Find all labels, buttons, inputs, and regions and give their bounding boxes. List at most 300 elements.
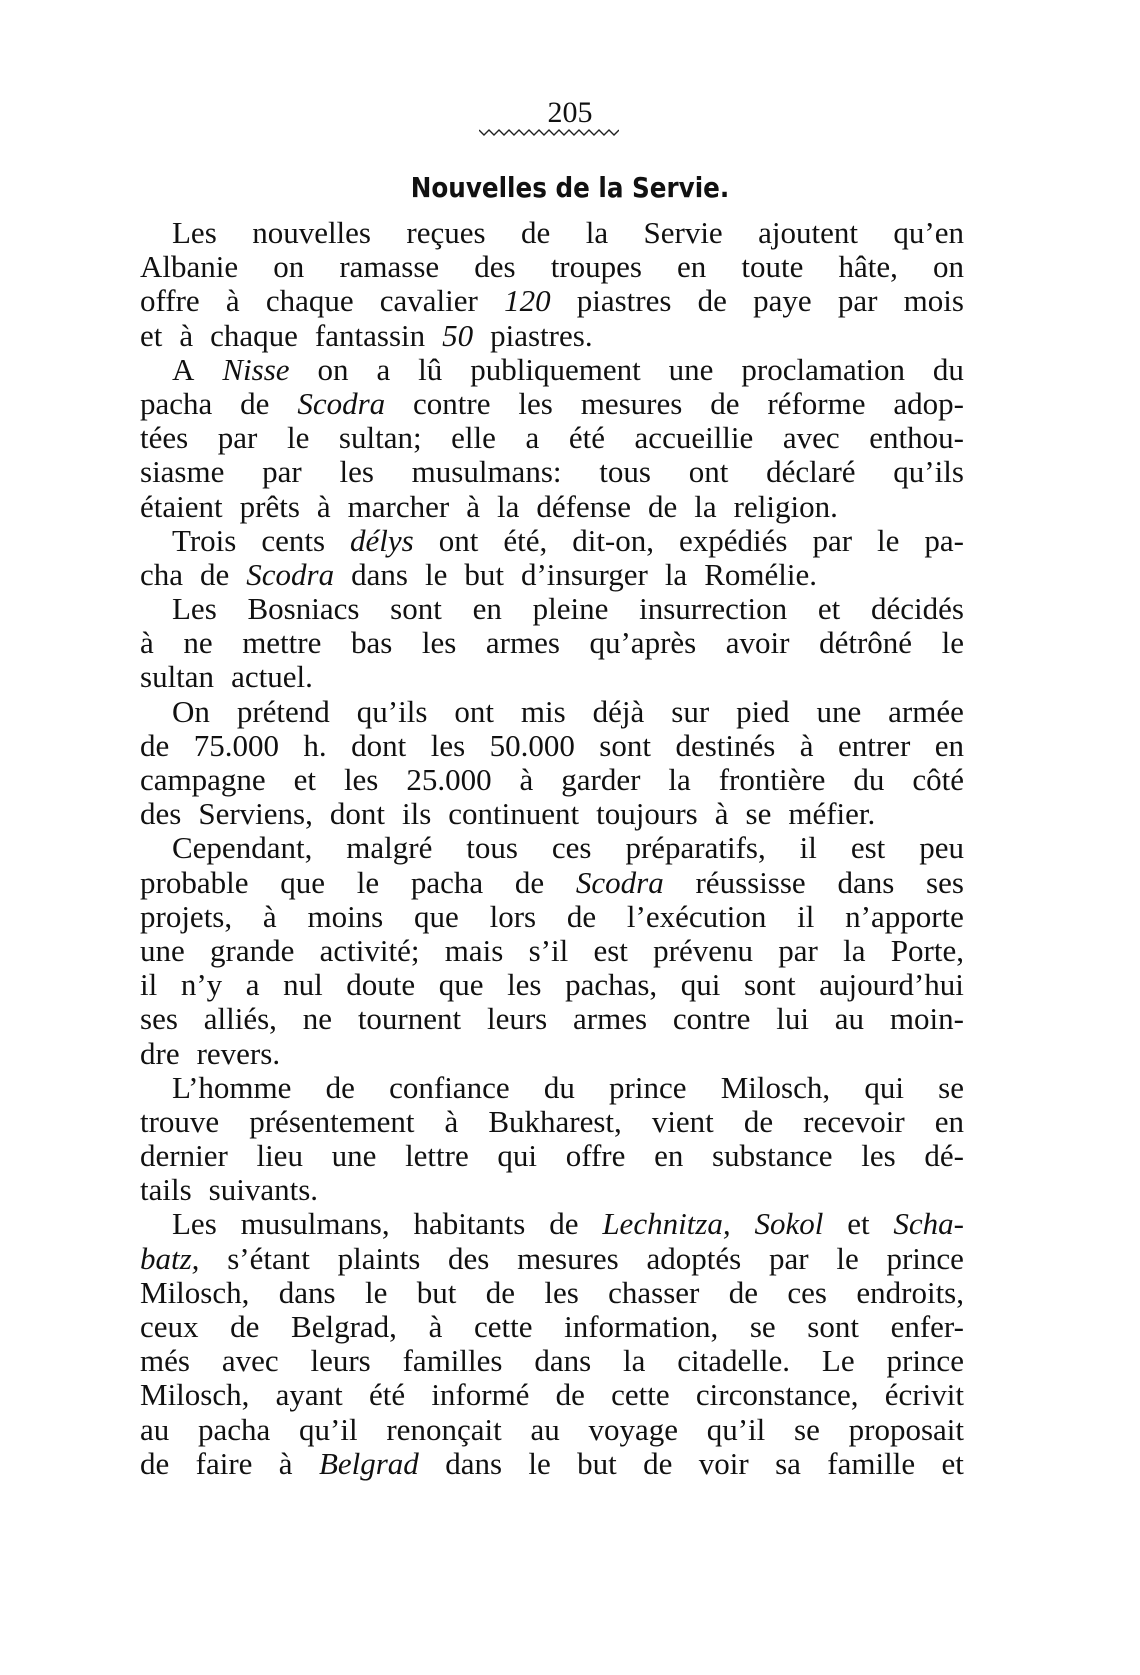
text-line [140, 1276, 964, 1310]
word: nouvelles [252, 215, 371, 250]
word: entrer [837, 727, 911, 763]
word: dé- [924, 1138, 964, 1174]
word: de [697, 283, 727, 319]
word: qu’il [299, 1411, 358, 1447]
word: en [472, 591, 502, 627]
word: en [654, 1138, 684, 1174]
word: une [331, 1138, 377, 1174]
word: ont [438, 522, 479, 558]
text-line [140, 490, 964, 524]
word: chaque [210, 317, 298, 353]
word: en [934, 727, 964, 763]
word: de [485, 1274, 515, 1310]
word: n’y [180, 967, 223, 1003]
word: sont [807, 1309, 859, 1344]
word: paye [753, 283, 812, 319]
word: les [421, 625, 457, 661]
word: chasser [608, 1274, 700, 1310]
word: revers. [196, 1035, 281, 1071]
word: faire [195, 1445, 253, 1481]
word: siasme [140, 454, 225, 490]
word: ils [401, 796, 432, 832]
text-line [140, 831, 964, 865]
word: 25.000 [406, 762, 492, 797]
word: par [768, 1240, 809, 1276]
word: méfier. [788, 796, 876, 832]
word: il [799, 830, 817, 866]
word: tous [599, 454, 651, 490]
word: Bosniacs [247, 591, 360, 627]
text-line [140, 1139, 964, 1173]
word: proposait [848, 1411, 964, 1447]
word: accueillie [634, 420, 754, 456]
word: déclaré [766, 454, 856, 490]
word: tournent [357, 1001, 462, 1037]
word: sultan [140, 659, 215, 695]
word: voir [698, 1445, 749, 1481]
word: dont [351, 727, 407, 763]
word: on [273, 249, 305, 285]
word: projets, [140, 898, 233, 934]
word: à [714, 796, 729, 832]
word: dans [534, 1343, 592, 1379]
text-line [140, 421, 964, 455]
word: de [728, 1274, 759, 1310]
word: les [507, 967, 542, 1003]
word: présentement [249, 1103, 415, 1139]
word: été [368, 1377, 406, 1413]
word: on [317, 351, 349, 387]
word: se [749, 1309, 776, 1344]
paragraph [140, 524, 964, 592]
word: de [566, 898, 597, 934]
word: pa- [924, 522, 964, 558]
word: lettre [405, 1138, 469, 1174]
word: reçues [406, 215, 486, 250]
word: le [877, 522, 900, 558]
word: la [585, 215, 609, 250]
word: qui [497, 1138, 538, 1174]
word: ne [302, 1001, 332, 1037]
word: se [794, 1411, 820, 1447]
word: ont [454, 693, 494, 729]
word: 50 [442, 317, 474, 353]
word: la [623, 1343, 646, 1379]
word: Nisse [222, 351, 290, 387]
word: de [140, 727, 170, 763]
word: batz, [140, 1240, 200, 1276]
word: réforme [767, 385, 866, 421]
word: Belgrad, [291, 1309, 397, 1344]
word: une [140, 932, 185, 968]
word: prince [609, 1069, 687, 1105]
word: voyage [588, 1411, 678, 1447]
word: et [140, 317, 163, 353]
text-line [140, 729, 964, 763]
word: mis [520, 693, 566, 729]
word: plaints [337, 1240, 421, 1276]
word: armes [485, 625, 560, 661]
word: circonstance, [695, 1377, 859, 1413]
word: qu’il [706, 1411, 766, 1447]
word: Lechnitza, [602, 1206, 731, 1242]
word: de [325, 1069, 355, 1105]
text-line [140, 592, 964, 626]
word: sont [599, 727, 651, 763]
word: prévenu [653, 932, 754, 968]
page-number-ornament [479, 124, 619, 138]
word: le [528, 1445, 551, 1481]
word: le [424, 556, 448, 592]
word: le [356, 864, 380, 900]
word: sultan; [338, 420, 422, 456]
word: informé [431, 1377, 530, 1413]
word: ses [926, 864, 964, 900]
text-line [140, 216, 964, 250]
word: à [444, 1103, 459, 1139]
word: à [225, 283, 240, 319]
word: pacha [198, 1411, 271, 1447]
word: réussisse [695, 864, 806, 900]
word: cette [473, 1309, 533, 1344]
word: peu [919, 830, 964, 866]
text-line [140, 1037, 964, 1071]
word: à [799, 727, 814, 763]
page-number: 205 [547, 96, 593, 129]
word: ont [688, 454, 729, 490]
paragraph [140, 695, 964, 832]
word: à [140, 625, 154, 661]
word: doute [346, 967, 416, 1003]
paragraph [140, 216, 964, 353]
word: est [593, 932, 628, 968]
word: par [837, 283, 878, 319]
word: Albanie [140, 249, 239, 285]
word: 50.000 [489, 727, 575, 763]
word: été [568, 420, 605, 456]
word: et [293, 762, 316, 797]
word: à [466, 488, 480, 524]
word: Les [172, 215, 217, 250]
word: à [428, 1309, 443, 1344]
word: par [778, 932, 818, 968]
word: Cependant, [172, 830, 313, 866]
word: Les [172, 1206, 217, 1242]
word: contre [413, 385, 491, 421]
word: de [230, 1309, 260, 1344]
word: pied [736, 693, 790, 729]
word: actuel. [231, 659, 313, 695]
text-line [140, 1413, 964, 1447]
word: mesures [580, 385, 683, 421]
word: renonçait [386, 1411, 502, 1447]
word: par [217, 420, 258, 456]
word: armes [573, 1001, 648, 1037]
word: s’étant [227, 1240, 310, 1276]
word: la [496, 488, 520, 524]
paragraph [140, 831, 964, 1070]
word: suivants. [208, 1172, 319, 1208]
word: de [140, 1445, 170, 1481]
word: décidés [871, 591, 964, 627]
text-line [140, 1105, 964, 1139]
word: du [853, 762, 885, 797]
text-line [140, 934, 964, 968]
word: trouve [140, 1103, 220, 1139]
word: lû [418, 351, 443, 387]
word: enfer- [890, 1309, 964, 1344]
word: à [278, 1445, 293, 1481]
word: au [530, 1411, 560, 1447]
word: insurrection [639, 591, 788, 627]
word: avec [221, 1343, 279, 1379]
word: que [280, 864, 325, 900]
word: de [555, 1377, 585, 1413]
word: mois [903, 283, 964, 319]
text-line [140, 626, 964, 660]
word: une [668, 351, 714, 387]
word: familles [402, 1343, 503, 1379]
word: d’insurger [520, 556, 648, 592]
word: prêts [239, 488, 300, 524]
word: à [316, 488, 331, 524]
word: ces [551, 830, 592, 866]
word: prince [886, 1343, 964, 1379]
word: a [245, 967, 260, 1003]
word: de [710, 385, 740, 421]
word: toujours [596, 796, 698, 832]
text-line [140, 319, 964, 353]
word: à [179, 317, 194, 353]
word: se [745, 796, 772, 832]
word: enthou- [869, 420, 964, 456]
word: habitants [413, 1206, 526, 1242]
paragraph [140, 353, 964, 524]
word: dans [837, 864, 895, 900]
word: s’il [528, 932, 569, 968]
word: sont [743, 967, 796, 1003]
word: piastres [576, 283, 672, 319]
word: de [643, 1445, 673, 1481]
word: elle [451, 420, 496, 456]
text-line [140, 1071, 964, 1105]
word: la [668, 762, 691, 797]
word: Milosch, [140, 1377, 250, 1413]
word: dont [329, 796, 385, 832]
word: musulmans: [411, 454, 562, 490]
word: ne [183, 625, 213, 661]
word: dans [445, 1445, 503, 1481]
word: ayant [275, 1377, 343, 1413]
word: Scodra [246, 556, 335, 592]
text-line [140, 866, 964, 900]
word: moin- [889, 1001, 964, 1037]
word: ces [787, 1274, 827, 1310]
word: été, [503, 522, 548, 558]
word: la [664, 556, 688, 592]
word: sa [775, 1445, 801, 1481]
word: mesures [517, 1240, 619, 1276]
word: famille [827, 1445, 916, 1481]
word: de [521, 215, 551, 250]
word: 75.000 [193, 727, 279, 763]
text-line [140, 1242, 964, 1276]
word: a [376, 351, 391, 387]
word: cavalier [379, 283, 478, 319]
word: des [140, 796, 182, 832]
word: qu’en [893, 215, 964, 250]
word: chaque [265, 283, 354, 319]
text-line [140, 387, 964, 421]
word: malgré [346, 830, 433, 866]
text-line [140, 1173, 964, 1207]
text-line [140, 1344, 964, 1378]
word: confiance [389, 1069, 510, 1105]
word: adoptés [646, 1240, 742, 1276]
text-line [140, 900, 964, 934]
word: le [941, 625, 964, 661]
word: més [140, 1343, 190, 1379]
word: publiquement [470, 351, 641, 387]
word: Bukharest, [488, 1103, 622, 1139]
word: en [677, 249, 707, 285]
word: Milosch, [720, 1069, 831, 1105]
text-line [140, 695, 964, 729]
word: dernier [140, 1138, 228, 1174]
word: défense [536, 488, 632, 524]
word: hâte, [838, 249, 898, 285]
word: Servie [643, 215, 723, 250]
word: dans [278, 1274, 336, 1310]
word: religion. [733, 488, 838, 524]
word: détrôné [819, 625, 913, 661]
word: écrivit [884, 1377, 964, 1413]
word: de [200, 556, 230, 592]
word: déjà [592, 693, 645, 729]
word: garder [561, 762, 641, 797]
text-line [140, 968, 964, 1002]
word: les [430, 727, 466, 763]
word: leurs [486, 1001, 548, 1037]
word: et [817, 591, 841, 627]
word: de [514, 864, 545, 900]
text-line [140, 1207, 964, 1241]
word: que [438, 967, 484, 1003]
word: fantassin [314, 317, 426, 353]
word: leurs [310, 1343, 371, 1379]
text-line [140, 797, 964, 831]
word: les [544, 1274, 579, 1310]
word: offre [140, 283, 200, 319]
word: a [525, 420, 540, 456]
word: contre [672, 1001, 751, 1037]
word: sont [390, 591, 442, 627]
word: offre [565, 1138, 626, 1174]
word: adop- [893, 385, 964, 421]
word: pachas, [565, 967, 658, 1003]
article-body [140, 216, 964, 1481]
word: information, [564, 1309, 719, 1344]
word: avec [782, 420, 840, 456]
paragraph [140, 592, 964, 695]
word: Le [821, 1343, 855, 1379]
word: alliés, [203, 1001, 277, 1037]
word: lui [776, 1001, 809, 1037]
word: avoir [725, 625, 790, 661]
word: des [448, 1240, 490, 1276]
word: les [861, 1138, 896, 1174]
text-line [140, 284, 964, 318]
word: de [648, 488, 678, 524]
word: A [172, 351, 195, 387]
word: tous [466, 830, 518, 866]
text-line [140, 1002, 964, 1036]
word: que [414, 898, 459, 934]
word: de [549, 1206, 579, 1242]
word: grande [210, 932, 295, 968]
word: au [834, 1001, 865, 1037]
word: dit-on, [572, 522, 655, 558]
word: substance [712, 1138, 833, 1174]
text-line [140, 1378, 964, 1412]
word: bas [350, 625, 393, 661]
word: pacha [410, 864, 484, 900]
word: qui [864, 1069, 904, 1105]
word: tées [140, 420, 189, 456]
word: troupes [550, 249, 642, 285]
word: mettre [242, 625, 322, 661]
word: n’apporte [845, 898, 964, 934]
word: vient [651, 1103, 714, 1139]
word: cette [611, 1377, 670, 1413]
word: aujourd’hui [819, 967, 964, 1003]
text-line [140, 455, 964, 489]
word: expédiés [679, 522, 788, 558]
text-line [140, 250, 964, 284]
word: étaient [140, 488, 223, 524]
word: continuent [448, 796, 580, 832]
word: par [262, 454, 302, 490]
word: Serviens, [198, 796, 313, 832]
word: musulmans, [240, 1206, 390, 1242]
word: moins [307, 898, 384, 934]
word: prétend [236, 693, 330, 729]
word: se [938, 1069, 964, 1105]
word: délys [350, 522, 414, 558]
word: citadelle. [677, 1343, 791, 1379]
word: la [843, 932, 866, 968]
word: dans [351, 556, 408, 592]
word: toute [741, 249, 804, 285]
word: recevoir [803, 1103, 905, 1139]
paragraph [140, 1207, 964, 1481]
word: l’exécution [626, 898, 767, 934]
word: armée [888, 693, 964, 729]
word: les [518, 385, 553, 421]
word: campagne [140, 762, 266, 797]
word: Trois [172, 522, 237, 558]
word: Scha- [893, 1206, 964, 1242]
word: piastres. [490, 317, 593, 353]
word: Belgrad [318, 1445, 419, 1481]
word: qu’après [589, 625, 697, 661]
word: les [343, 762, 379, 797]
word: prince [886, 1240, 964, 1276]
word: mais [444, 932, 504, 968]
word: pleine [532, 591, 609, 627]
word: le [286, 420, 310, 456]
word: à [262, 898, 277, 934]
